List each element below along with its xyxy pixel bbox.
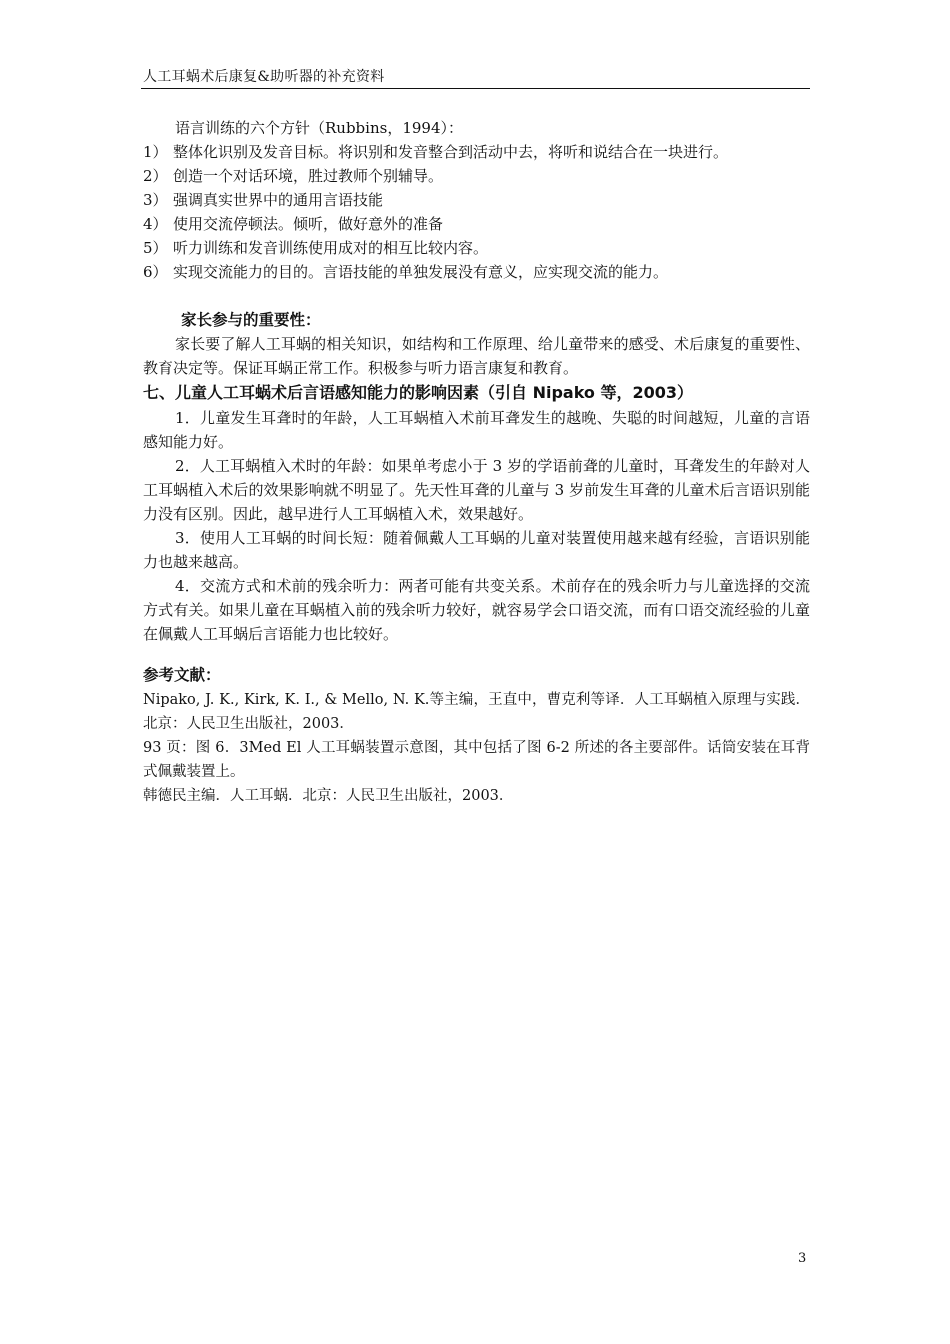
training-item [143, 236, 810, 260]
factor-paragraph: 1．儿童发生耳聋时的年龄，人工耳蜗植入术前耳聋发生的越晚、失聪的时间越短，儿童的言语感知能力好。 [143, 409, 810, 451]
parents-heading: 家长参与的重要性： [181, 311, 321, 329]
item-text: 使用交流停顿法。倾听，做好意外的准备 [173, 215, 444, 233]
factor-paragraph: 2．人工耳蜗植入术时的年龄：如果单考虑小于 3 岁的学语前聋的儿童时，耳聋发生的年龄对人工耳蜗植入术后的效果影响就不明显了。先天性耳聋的儿童与 3 岁前发生耳聋的儿童术后言语识别能力没有区别。因此，越早进行人工耳蜗植入术，效果越好。 [143, 457, 810, 523]
parents-body: 家长要了解人工耳蜗的相关知识，如结构和工作原理、给儿童带来的感受、术后康复的重要性、教育决定等。保证耳蜗正常工作。积极参与听力语言康复和教育。 [143, 335, 810, 377]
reference-item: 93 页：图 6．3Med El 人工耳蜗装置示意图，其中包括了图 6-2 所述的各主要部件。话筒安装在耳背式佩戴装置上。 [143, 740, 810, 780]
item-number: 2） [143, 167, 168, 185]
reference-item: 韩德民主编．人工耳蜗．北京：人民卫生出版社，2003． [143, 788, 514, 804]
spacer [143, 284, 810, 308]
page-number: 3 [798, 1251, 807, 1266]
training-item [143, 140, 810, 164]
item-text: 实现交流能力的目的。言语技能的单独发展没有意义，应实现交流的能力。 [173, 263, 669, 281]
item-text: 听力训练和发音训练使用成对的相互比较内容。 [173, 239, 489, 257]
item-text: 强调真实世界中的通用言语技能 [173, 191, 384, 209]
page-body [143, 116, 810, 808]
section-heading: 七、儿童人工耳蜗术后言语感知能力的影响因素（引自 Nipako 等，2003） [143, 383, 694, 402]
training-item [143, 164, 810, 188]
spacer [143, 646, 810, 662]
training-item [143, 212, 810, 236]
item-text: 整体化识别及发音目标。将识别和发音整合到活动中去，将听和说结合在一块进行。 [173, 143, 729, 161]
item-number: 3） [143, 191, 168, 209]
training-item [143, 260, 810, 284]
factor-paragraph: 3．使用人工耳蜗的时间长短：随着佩戴人工耳蜗的儿童对装置使用越来越有经验，言语识别能力也越来越高。 [143, 529, 810, 571]
item-text: 创造一个对话环境，胜过教师个别辅导。 [173, 167, 444, 185]
item-number: 4） [143, 215, 168, 233]
item-number: 5） [143, 239, 168, 257]
item-number: 6） [143, 263, 168, 281]
references-heading: 参考文献： [143, 666, 221, 684]
training-item [143, 188, 810, 212]
header-rule [141, 88, 810, 89]
reference-item: Nipako, J. K., Kirk, K. I., & Mello, N. K.等主编，王直中，曹克利等译．人工耳蜗植入原理与实践．北京：人民卫生出版社，2003． [143, 692, 810, 732]
item-number: 1） [143, 143, 168, 161]
training-intro: 语言训练的六个方针（Rubbins，1994）： [175, 119, 463, 137]
factor-paragraph: 4．交流方式和术前的残余听力：两者可能有共变关系。术前存在的残余听力与儿童选择的交流方式有关。如果儿童在耳蜗植入前的残余听力较好，就容易学会口语交流，而有口语交流经验的儿童在佩戴人工耳蜗后言语能力也比较好。 [143, 577, 810, 643]
running-header: 人工耳蜗术后康复&助听器的补充资料 [143, 69, 385, 85]
